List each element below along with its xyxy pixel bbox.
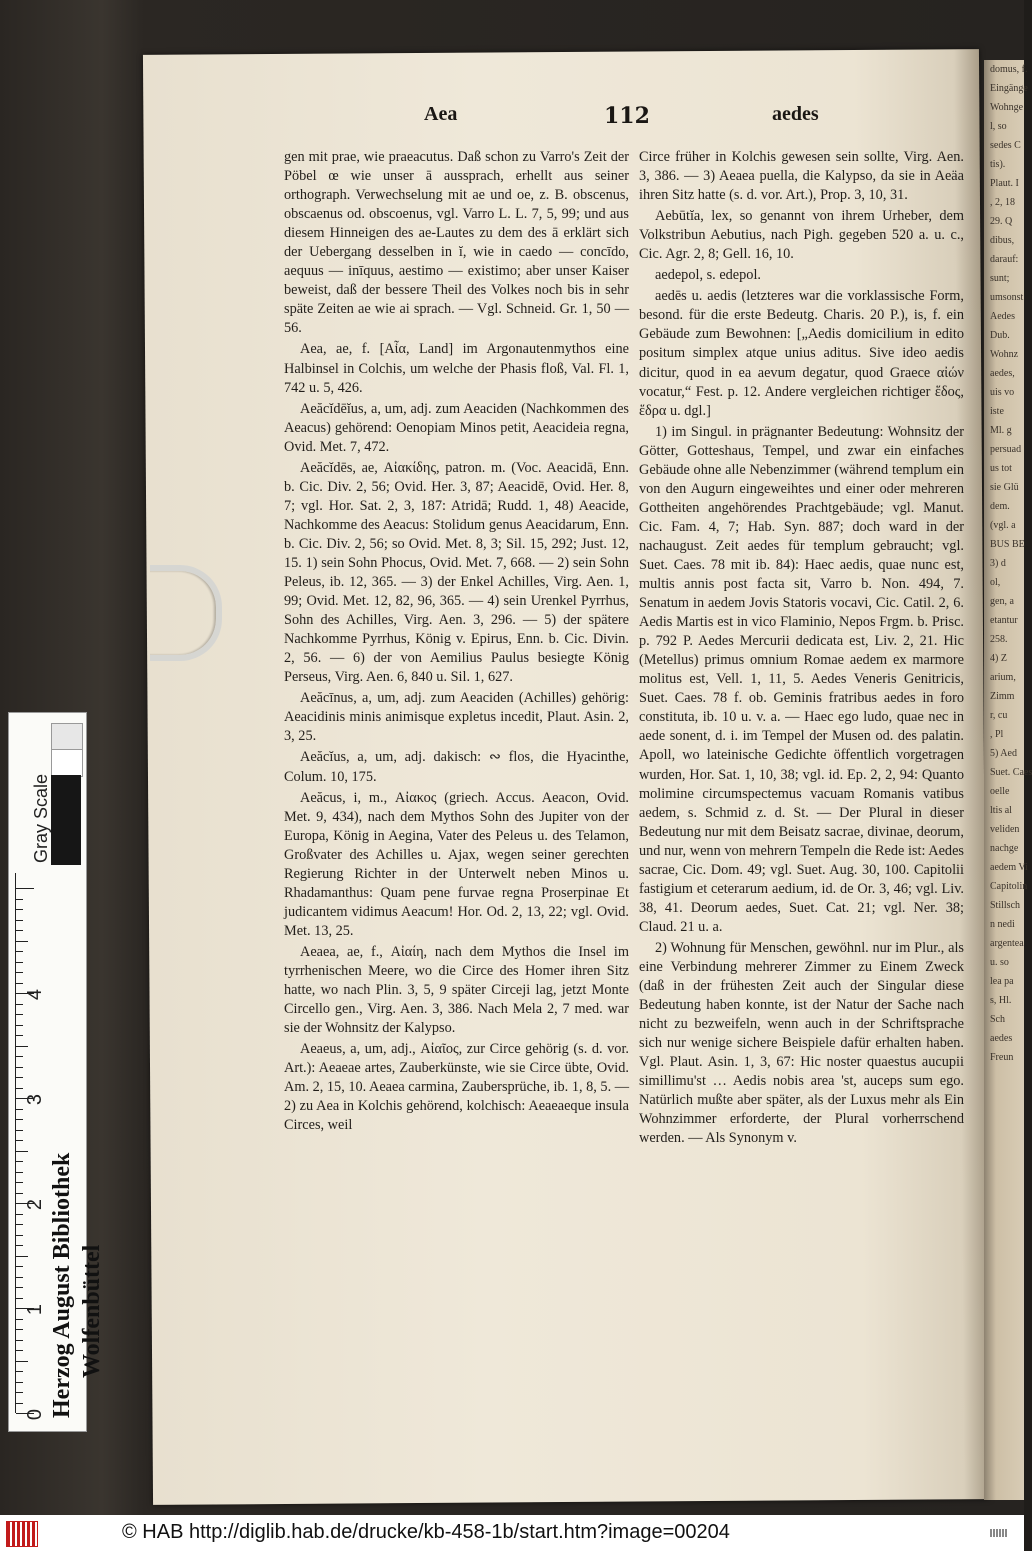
facing-page-fragment: dem.: [990, 501, 1010, 512]
facing-page-fragment: umsonst: [990, 292, 1024, 303]
ruler-tick: [16, 1046, 28, 1047]
header-last-word: aedes: [772, 103, 819, 125]
ruler-tick: [16, 941, 28, 942]
library-label: [47, 1153, 107, 1418]
ruler-tick: [16, 909, 23, 910]
facing-page-fragment: argentea: [990, 938, 1024, 949]
ruler-tick: [16, 972, 23, 973]
ruler-tick: [16, 1193, 23, 1194]
ruler-tick: [16, 930, 23, 931]
dictionary-entry: Aea, ae, f. [Αἶα, Land] im Argonautenmythos eine Halbinsel in Colchis, um welche der Phasis floß, Val. Fl. 1, 742 u. 5, 426.: [284, 341, 629, 396]
page-header: [420, 103, 840, 133]
page-clip: [150, 565, 220, 653]
dictionary-entry: Aebūtĭa, lex, so genannt von ihrem Urheber, dem Volkstribun Aebutius, nach Pigh. gegeben 520 a. u. c., Cic. Agr. 2, 8; Gell. 16, 10.: [639, 208, 964, 263]
page-number: 112: [604, 103, 650, 129]
ruler-tick: [16, 1256, 28, 1257]
ruler-tick: [16, 1151, 28, 1152]
ruler-tick: [16, 1067, 23, 1068]
facing-page-fragment: uis vo: [990, 387, 1015, 398]
ruler-tick: [16, 1361, 28, 1362]
right-column: [639, 148, 964, 1148]
facing-page-fragment: aedes: [990, 1033, 1013, 1044]
facing-page-fragment: (vgl. a: [990, 520, 1016, 531]
dictionary-entry: Aeăcĭdēĭus, a, um, adj. zum Aeaciden (Nachkommen des Aeacus) gehörend: Oenopiam Minos petit, Aeacideia regna, Ovid. Met. 7, 472.: [284, 400, 629, 455]
ruler-tick: [16, 1214, 23, 1215]
ruler-tick: [16, 1088, 23, 1089]
facing-page-fragment: domus, f.: [990, 64, 1028, 75]
facing-page-fragment: lea pa: [990, 976, 1014, 987]
facing-page-fragment: 3) d: [990, 558, 1006, 569]
dictionary-entry: Aeăcus, i, m., Αἰακος (griech. Accus. Aeacon, Ovid. Met. 9, 434), nach dem Mythos Sohn des Jupiter von der Europa, König in Aegina, Vater des Peleus u. des Telamon, Großvater des Achilles u. Ajax, wegen seiner gerechten Regierung Richter in der Unterwelt neben Minos u. Rhadamanthus: Quam pene furvae regna Proserpinae Et judicantem vidimus Aeacum! Hor. Od. 2, 13, 22; vgl. Ovid. Met. 13, 25.: [284, 789, 629, 939]
header-first-word: Aea: [424, 103, 458, 125]
ruler-tick: [16, 962, 23, 963]
ruler-tick: [16, 1109, 23, 1110]
ruler-tick: [16, 983, 23, 984]
facing-page-fragment: ol,: [990, 577, 1001, 588]
ruler-tick: [16, 1340, 23, 1341]
ruler-tick: [16, 1014, 23, 1015]
ruler-number: 2: [24, 1198, 47, 1211]
gray-swatch-light: [51, 723, 83, 751]
facing-page-fragment: Stillsch: [990, 900, 1021, 911]
facing-page-fragment: oelle: [990, 786, 1010, 797]
facing-page-fragment: Freun: [990, 1052, 1014, 1063]
ruler-number: 3: [24, 1093, 47, 1106]
ruler-tick: [16, 1266, 23, 1267]
facing-page-fragment: n nedi: [990, 919, 1015, 930]
facing-page-fragment: 5) Aed: [990, 748, 1017, 759]
facing-page-fragment: sie Glü: [990, 482, 1019, 493]
facing-page-fragment: Aedes: [990, 311, 1015, 322]
facing-page-fragment: , 2, 18: [990, 197, 1015, 208]
dictionary-entry: Aeăcīnus, a, um, adj. zum Aeaciden (Achilles) gehörig: Aeacidinis minis animisque expletus incedit, Plaut. Asin. 2, 3, 25.: [284, 690, 629, 745]
ruler-tick: [16, 1056, 23, 1057]
ruler-tick: [16, 920, 23, 921]
ruler-tick: [16, 1392, 23, 1393]
ruler-tick: [16, 888, 34, 889]
ruler-tick: [16, 1182, 23, 1183]
facing-page-fragment: darauf:: [990, 254, 1019, 265]
facing-page-fragment: s, Hl.: [990, 995, 1012, 1006]
facing-page-fragment: aedes,: [990, 368, 1015, 379]
facing-page-fragment: us tot: [990, 463, 1012, 474]
dictionary-entry: aedepol, s. edepol.: [655, 267, 761, 284]
ruler-tick: [16, 1140, 23, 1141]
facing-page-fragment: dibus,: [990, 235, 1015, 246]
facing-page-fragment: Zimm: [990, 691, 1015, 702]
facing-page-fragment: u. so: [990, 957, 1009, 968]
dictionary-entry: 2) Wohnung für Menschen, gewöhnl. nur im Plur., als eine Verbindung mehrerer Zimmer zu Einem Zweck (daß in der frühesten Zeit auch der Singular diese Bedeutung haben konnte, ist der Natur der Sache nach nicht zu bezweifeln, wenn auch in der Schriftsprache sich nur wenige sichere Beispiele dafür erhalten haben. Vgl. Plaut. Asin. 1, 3, 67: Hic noster quaestus aucupii simillimu'st … Aedis nobis area 'st, auceps sum ego. Natürlich mußte aber später, als der Luxus mehr als Ein Wohnzimmer erforderte, der Plural vorherrschend werden. — Als Synonym v.: [639, 939, 964, 1147]
ruler-number: 4: [24, 988, 47, 1001]
ruler-tick: [16, 1245, 23, 1246]
ruler-tick: [16, 1371, 23, 1372]
facing-page-fragment: Eingänge: [990, 83, 1028, 94]
facing-page-fragment: sedes C: [990, 140, 1021, 151]
ruler-tick: [16, 1077, 23, 1078]
facing-page-edge: [984, 60, 1032, 1500]
ruler-tick: [16, 1004, 23, 1005]
ruler-tick: [16, 1298, 23, 1299]
ruler-tick: [16, 1119, 23, 1120]
ruler-tick: [16, 1035, 23, 1036]
facing-page-fragment: Capitolin: [990, 881, 1028, 892]
dictionary-entry: aedēs u. aedis (letzteres war die vorklassische Form, besond. für die erste Bedeutg. Charis. 20 P.), is, f. ein Gebäude zum Bewohnen: [„Aedis domicilium in edito positum simplex atque unius aditus. Sive ideo aedis dicitur, quod in ea aevum degatur, quod Graece αἰών vocatur,“ Fest. p. 12. Andere vergleichen richtiger ἕδος, ἕδρα u. dgl.]: [639, 288, 964, 419]
facing-page-fragment: ltis al: [990, 805, 1012, 816]
ruler-scale: [15, 873, 47, 1421]
facing-page-fragment: Plaut. I: [990, 178, 1019, 189]
facing-page-fragment: Wohnge: [990, 102, 1024, 113]
ruler-tick: [16, 1025, 23, 1026]
ruler-tick: [16, 1382, 23, 1383]
hab-logo-icon: [6, 1521, 38, 1547]
facing-page-fragment: sunt;: [990, 273, 1010, 284]
facing-page-fragment: persuad: [990, 444, 1022, 455]
ruler-tick: [16, 1172, 23, 1173]
facing-page-fragment: arium,: [990, 672, 1016, 683]
clip-loop: [150, 565, 222, 661]
dictionary-entry: 1) im Singul. in prägnanter Bedeutung: Wohnsitz der Götter, Gotteshaus, Tempel, und zwar ein einfaches Gebäude ohne alle Nebenzimmer (während templum ein von den Augurn eingeweihtes und einer oder mehreren Gottheiten angehörendes Prachtgebäude; vgl. Manut. Cic. Fam. 4, 7; Hab. Syn. 887; doch ward in der nachaugust. Zeit aedes für templum gebraucht; vgl. Suet. Caes. 78 mit ib. 84): Haec aedis, quae nunc est, multis annis post facta sit, Varro b. Non. 494, 7. Senatum in aedem Jovis Statoris vocavi, Cic. Catil. 2, 6. Aedis Martis est in vico Flaminio, Nepos Frgm. b. Prisc. p. 792 P. Aedes Mercurii dedicata est, Liv. 2, 21. Hic (Metellus) primus omnium Romae aedem ex marmore molitus est, Vell. 1, 11, 5. Aedes Veneris Genitricis, Suet. Caes. 78 f. ob. Geminis fratribus aedes in foro constituta, ib. 10 u. v. a. — Haec ego ludo, quae nec in aede sonent, d. i. im Tempel der Musen od. des palatin. Apoll, wo lateinische Gedichte öffentlich vorgetragen wurden, Hor. Sat. 1, 10, 38; vgl. id. Ep. 2, 2, 94: Quanto molimine circumspectemus vacuam Romanis vatibus aedem, s. Schmid z. d. St. — Der Plural in dieser Bedeutung nur mit dem Beisatz sacrae, divinae, deorum, und nur, wenn von mehrern Tempeln die Rede ist: Aedes sacrae, Cic. Dom. 49; vgl. Suet. Aug. 30, 100. Capitolii fastigium et ceterarum aedium, id. de Or. 3, 46; vgl. Liv. 38, 41. Deorum aedes, Suet. Cat. 21; vgl. Ner. 38; Claud. 21 u. a.: [639, 423, 964, 935]
gray-swatch-white: [51, 749, 83, 777]
library-city: Wolfenbüttel: [79, 1244, 105, 1378]
gray-scale-label: Gray Scale: [31, 773, 51, 863]
entry-continuation: gen mit prae, wie praeacutus. Daß schon zu Varro's Zeit der Pöbel œ wie unser ā aussprach, erhellt aus seiner orthograph. Verwechselung mit ae und oe, z. B. obscenus, obscaenus od. obscoenus, vgl. Varro L. L. 7, 5, 99; und aus diesem Hinneigen des ae-Lautes zu dem des ā erklärt sich der Uebergang desselben in ĭ, wie in caedo — concīdo, aequus — inīquus, aestimo — existimo; aber unser Kaiser beweist, daß der bessere Theil des Volkes noch bis in sehr späte Zeiten ae wie ai sprach. — Vgl. Schneid. Gr. 1, 50 — 56.: [284, 149, 629, 337]
footer-copyright-link[interactable]: © HAB http://diglib.hab.de/drucke/kb-458-1b/start.htm?image=00204: [122, 1521, 730, 1543]
ruler-number: 0: [24, 1408, 47, 1421]
facing-page-fragment: aedem Vi: [990, 862, 1028, 873]
facing-page-fragment: r, cu: [990, 710, 1008, 721]
library-name: Herzog August Bibliothek: [49, 1152, 75, 1418]
facing-page-fragment: gen, a: [990, 596, 1014, 607]
facing-page-fragment: Ml. g: [990, 425, 1012, 436]
ruler-tick: [16, 899, 23, 900]
left-column: [284, 148, 629, 1135]
facing-page-fragment: 29. Q: [990, 216, 1013, 227]
dictionary-entry: Aeăcĭdēs, ae, Αἰακίδης, patron. m. (Voc. Aeacidā, Enn. b. Cic. Div. 2, 56; Ovid. Her. 3, 87; Aeacidē, Ovid. Her. 8, 7; vgl. Hor. Sat. 2, 3, 187: Atridā; Rudd. 1, 48) Aeacide, Nachkomme des Aeacus: Stolidum genus Aeacidarum, Enn. b. Cic. Div. 2, 56; so Ovid. Met. 8, 3; Sil. 15, 292; Just. 12, 15. 1) sein Sohn Phocus, Ovid. Met. 7, 668. — 2) sein Sohn Peleus, ib. 12, 365. — 3) der Enkel Achilles, Virg. Aen. 1, 99; Ovid. Met. 12, 82, 96, 365. — 4) sein Urenkel Pyrrhus, Sohn des Achilles, Virg. Aen. 3, 296. — 5) der spätere Nachkomme Pyrrhus, König v. Epirus, Enn. b. Cic. Divin. 2, 56. — 6) der von Aemilius Paulus besiegte König Perseus, Virg. Aen. 6, 840 u. Sil. 1, 627.: [284, 459, 629, 686]
ruler-tick: [16, 1329, 23, 1330]
facing-page-fragment: Wohnz: [990, 349, 1019, 360]
facing-page-fragment: Suet. Caes: [990, 767, 1032, 778]
ruler-tick: [16, 1287, 23, 1288]
facing-page-fragment: BUS BE: [990, 539, 1025, 550]
gray-scale-ruler: [8, 712, 105, 1432]
ruler-tick: [16, 1130, 23, 1131]
ruler-tick: [16, 951, 23, 952]
ruler-number: 1: [24, 1303, 47, 1316]
gray-swatch-black: [51, 775, 81, 865]
entry-continuation: Circe früher in Kolchis gewesen sein sollte, Virg. Aen. 3, 386. — 3) Aeaea puella, die Kalypso, da sie in Aeäa ihren Sitz hatte (s. d. vor. Art.), Prop. 3, 10, 31.: [639, 149, 964, 204]
facing-page-fragment: Dub.: [990, 330, 1010, 341]
ruler-tick: [16, 1277, 23, 1278]
footer-mark-icon: [990, 1529, 1008, 1537]
facing-page-fragment: iste: [990, 406, 1004, 417]
ruler-tick: [16, 1403, 23, 1404]
facing-page-fragment: l, so: [990, 121, 1007, 132]
footer-bar: [0, 1515, 1024, 1551]
ruler-tick: [16, 1161, 23, 1162]
facing-page-fragment: nachge: [990, 843, 1019, 854]
facing-page-fragment: , Pl: [990, 729, 1004, 740]
ruler-tick: [16, 1319, 23, 1320]
facing-page-fragment: tis).: [990, 159, 1006, 170]
ruler-tick: [16, 1235, 23, 1236]
facing-page-fragment: etantur: [990, 615, 1018, 626]
facing-page-fragment: 4) Z: [990, 653, 1007, 664]
dictionary-entry: Aeăcĭus, a, um, adj. dakisch: ∾ flos, die Hyacinthe, Colum. 10, 175.: [284, 749, 629, 785]
facing-page-fragment: 258.: [990, 634, 1008, 645]
ruler-tick: [16, 1350, 23, 1351]
ruler-tick: [16, 1224, 23, 1225]
dictionary-entry: Aeaea, ae, f., Αἰαίη, nach dem Mythos die Insel im tyrrhenischen Meere, wo die Circe des Homer ihren Sitz hatte, wo nach Plin. 3, 5, 9 später Circeji lag, jetzt Monte Circello gen., Virg. Aen. 3, 386. Nach Mela 2, 7 med. war sie der Wohnsitz der Kalypso.: [284, 943, 629, 1037]
facing-page-fragment: Sch: [990, 1014, 1005, 1025]
facing-page-fragment: veliden: [990, 824, 1020, 835]
dictionary-entry: Aeaeus, a, um, adj., Αἰαῖος, zur Circe gehörig (s. d. vor. Art.): Aeaeae artes, Zauberkünste, wie sie Circe übte, Ovid. Am. 2, 15, 10. Aeaea carmina, Zaubersprüche, ib. 1, 8, 5. — 2) zu Aea in Kolchis gehörend, kolchisch: Aeaeaeque insula Circes, weil: [284, 1041, 630, 1134]
